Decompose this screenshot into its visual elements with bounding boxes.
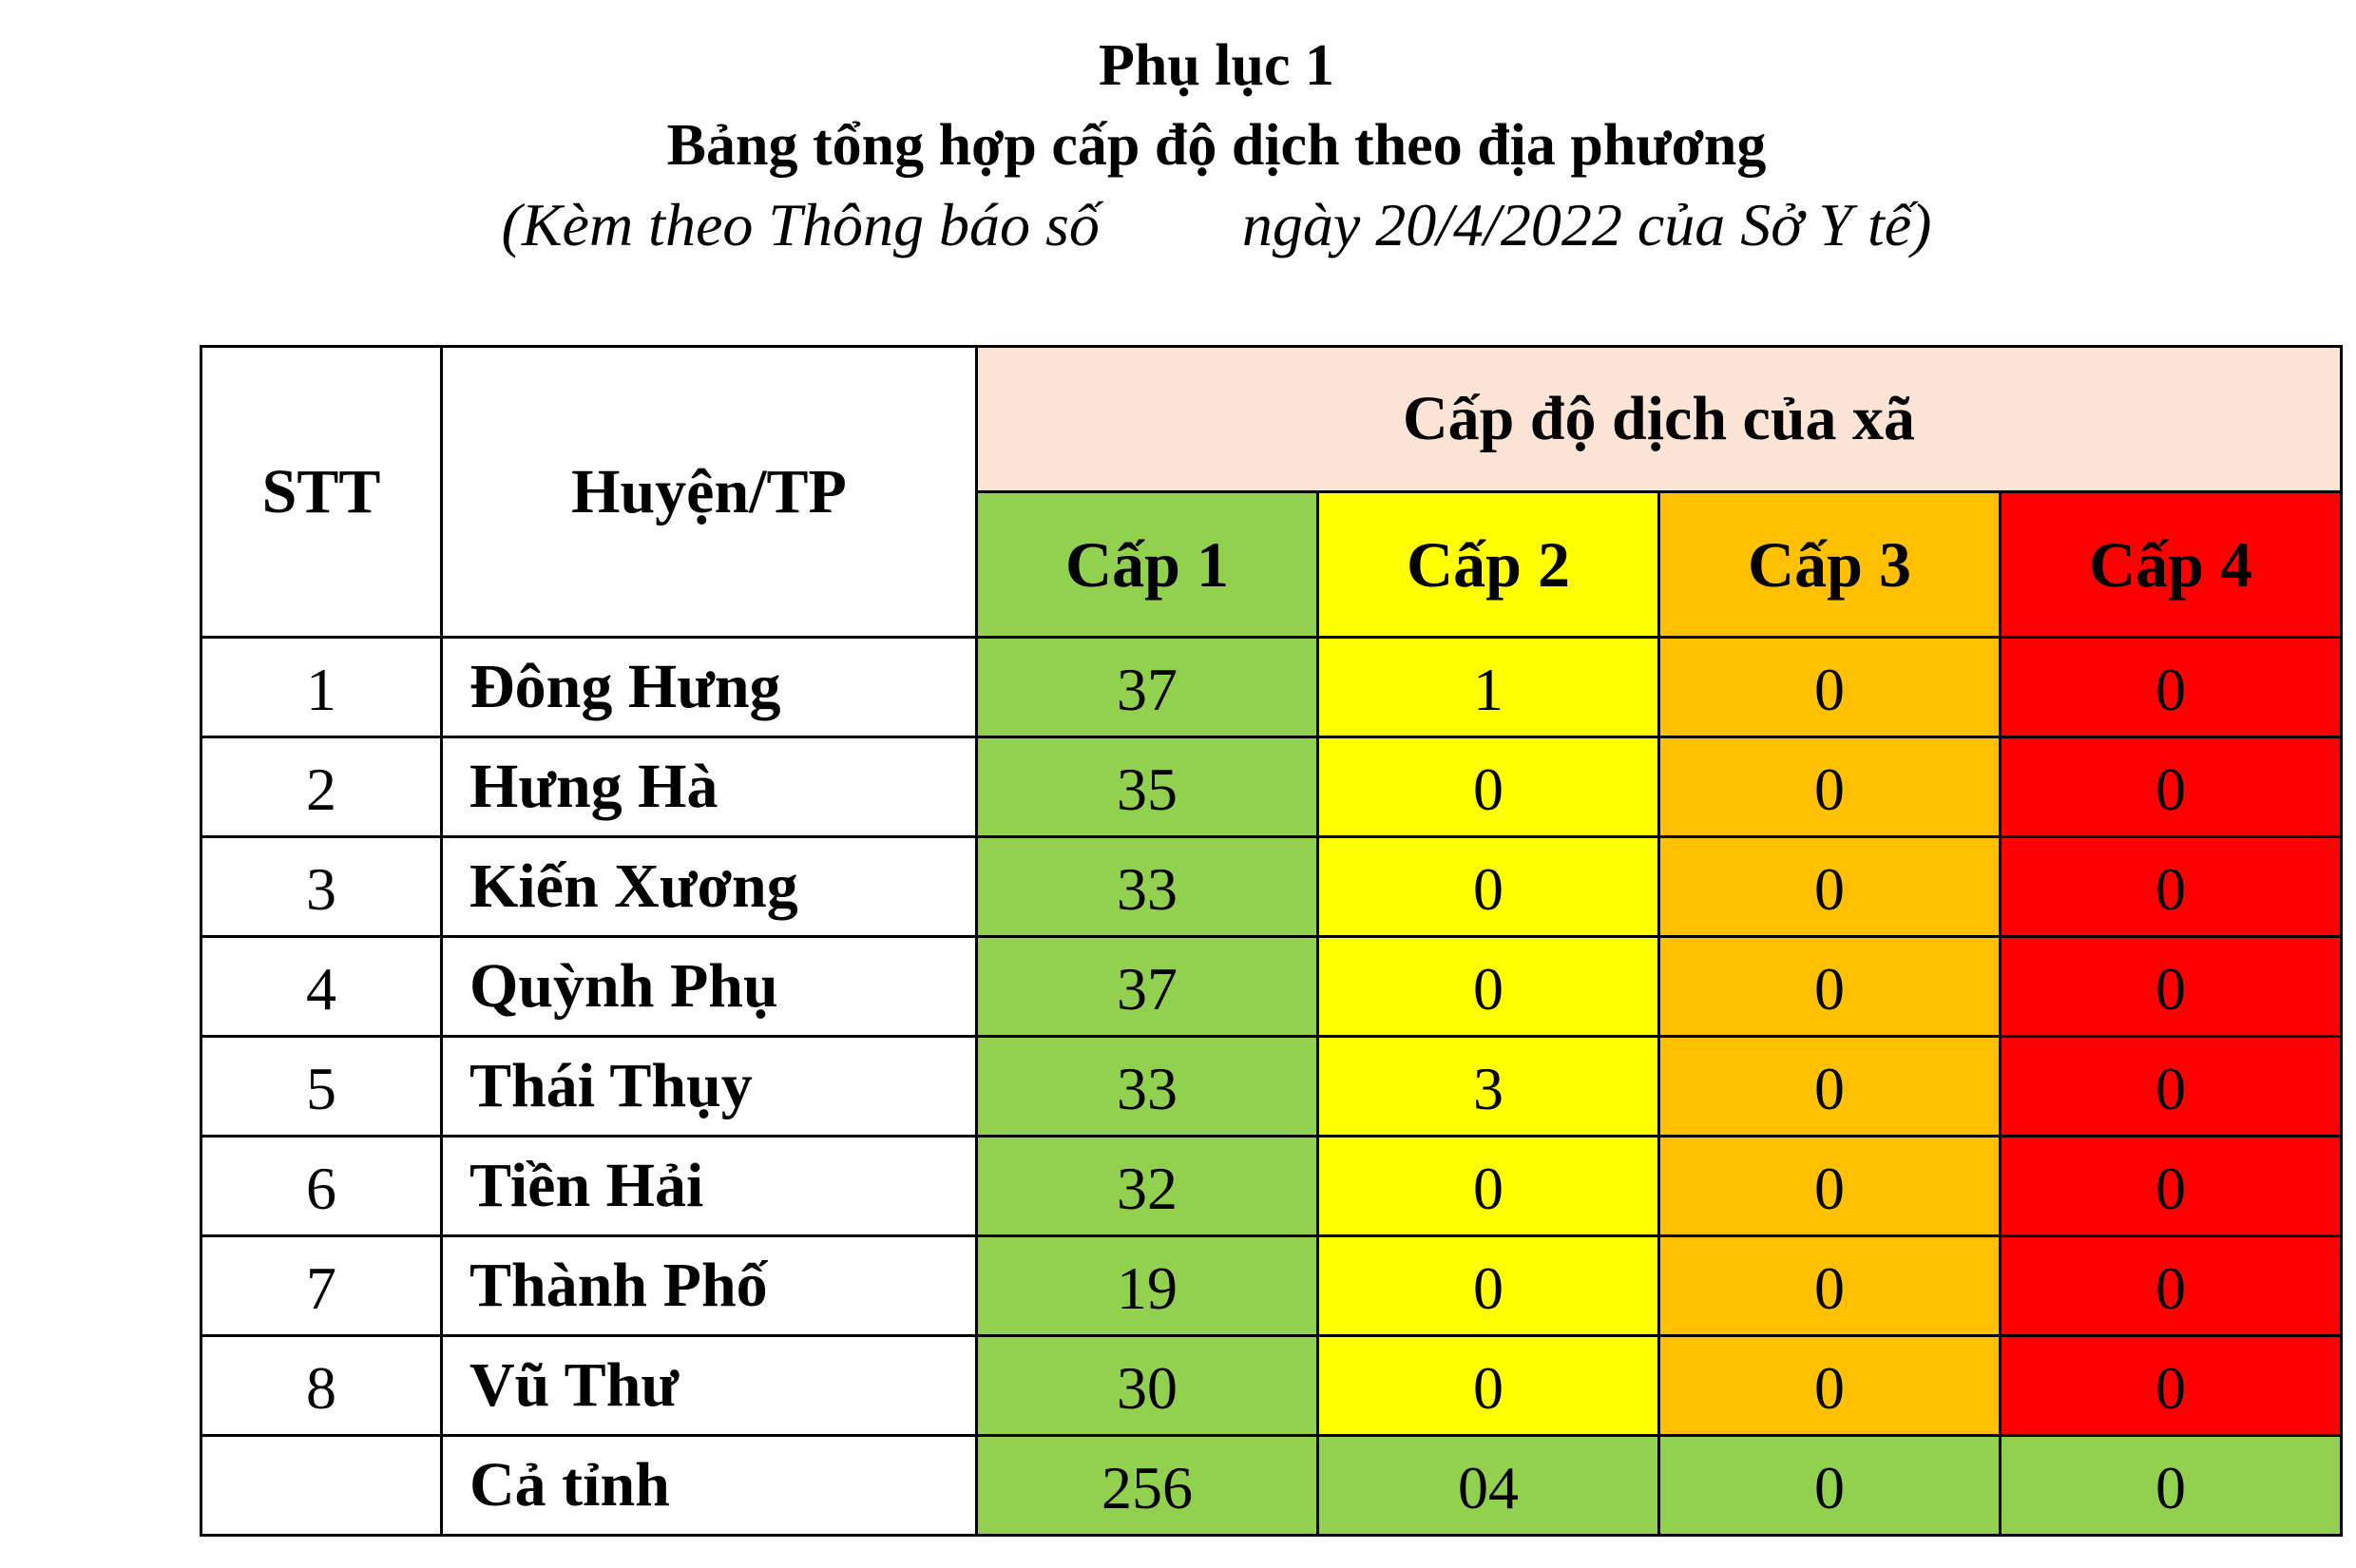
row-level-2: 0	[1318, 837, 1659, 937]
table-row	[201, 1236, 2342, 1336]
row-level-2: 0	[1318, 1336, 1659, 1436]
total-level-3: 0	[1659, 1436, 2001, 1536]
total-level-2: 04	[1318, 1436, 1659, 1536]
header-stt: STT	[201, 347, 442, 638]
row-stt: 8	[201, 1336, 442, 1436]
table-row	[201, 1037, 2342, 1137]
row-district-name: Tiền Hải	[442, 1137, 977, 1236]
row-level-2: 0	[1318, 737, 1659, 837]
header-level-group: Cấp độ dịch của xã	[977, 347, 2342, 492]
row-level-3: 0	[1659, 1037, 2001, 1137]
row-level-1: 35	[977, 737, 1318, 837]
attachment-note-part2: ngày 20/4/2022 của Sở Y tế)	[1241, 191, 1932, 258]
row-district-name: Kiến Xương	[442, 837, 977, 937]
row-level-3: 0	[1659, 1336, 2001, 1436]
row-district-name: Vũ Thư	[442, 1336, 977, 1436]
row-level-3: 0	[1659, 837, 2001, 937]
row-level-1: 32	[977, 1137, 1318, 1236]
row-level-1: 19	[977, 1236, 1318, 1336]
table-title: Bảng tổng hợp cấp độ dịch theo địa phương	[666, 113, 1767, 178]
row-level-3: 0	[1659, 737, 2001, 837]
header-level-3: Cấp 3	[1659, 492, 2001, 638]
row-level-3: 0	[1659, 638, 2001, 737]
attachment-note-part1: (Kèm theo Thông báo số	[501, 191, 1100, 258]
row-level-2: 0	[1318, 1137, 1659, 1236]
row-stt: 1	[201, 638, 442, 737]
epidemic-level-table	[200, 345, 2343, 1537]
row-level-2: 0	[1318, 937, 1659, 1037]
row-level-3: 0	[1659, 1236, 2001, 1336]
header-level-4: Cấp 4	[2001, 492, 2342, 638]
row-stt: 2	[201, 737, 442, 837]
total-stt	[201, 1436, 442, 1536]
row-stt: 6	[201, 1137, 442, 1236]
row-level-4: 0	[2001, 1037, 2342, 1137]
header-level-2: Cấp 2	[1318, 492, 1659, 638]
row-level-3: 0	[1659, 1137, 2001, 1236]
row-level-2: 3	[1318, 1037, 1659, 1137]
total-level-1: 256	[977, 1436, 1318, 1536]
row-stt: 3	[201, 837, 442, 937]
row-level-1: 33	[977, 837, 1318, 937]
table-row	[201, 1137, 2342, 1236]
row-level-4: 0	[2001, 1236, 2342, 1336]
header-district: Huyện/TP	[442, 347, 977, 638]
table-row	[201, 837, 2342, 937]
row-district-name: Thái Thụy	[442, 1037, 977, 1137]
row-level-3: 0	[1659, 937, 2001, 1037]
row-level-4: 0	[2001, 638, 2342, 737]
row-level-4: 0	[2001, 1137, 2342, 1236]
appendix-title: Phụ lục 1	[1098, 33, 1335, 98]
row-district-name: Hưng Hà	[442, 737, 977, 837]
row-level-4: 0	[2001, 1336, 2342, 1436]
row-district-name: Đông Hưng	[442, 638, 977, 737]
header-level-1: Cấp 1	[977, 492, 1318, 638]
total-row	[201, 1436, 2342, 1536]
row-level-4: 0	[2001, 937, 2342, 1037]
row-district-name: Quỳnh Phụ	[442, 937, 977, 1037]
row-level-4: 0	[2001, 837, 2342, 937]
attachment-note	[0, 191, 2356, 258]
row-level-1: 30	[977, 1336, 1318, 1436]
row-level-4: 0	[2001, 737, 2342, 837]
table-row	[201, 1336, 2342, 1436]
row-level-2: 0	[1318, 1236, 1659, 1336]
row-level-1: 37	[977, 638, 1318, 737]
row-stt: 4	[201, 937, 442, 1037]
total-level-4: 0	[2001, 1436, 2342, 1536]
row-stt: 5	[201, 1037, 442, 1137]
table-row	[201, 638, 2342, 737]
row-level-1: 37	[977, 937, 1318, 1037]
row-level-1: 33	[977, 1037, 1318, 1137]
table-row	[201, 737, 2342, 837]
row-stt: 7	[201, 1236, 442, 1336]
row-level-2: 1	[1318, 638, 1659, 737]
total-name: Cả tỉnh	[442, 1436, 977, 1536]
row-district-name: Thành Phố	[442, 1236, 977, 1336]
table-row	[201, 937, 2342, 1037]
